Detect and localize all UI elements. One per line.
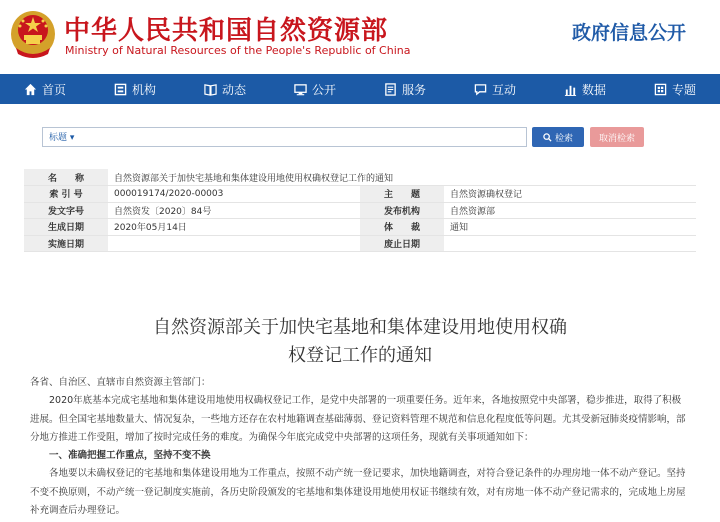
nav-org[interactable] (90, 74, 180, 104)
gov-info-open-title: 政府信息公开 (571, 22, 686, 44)
chart-icon (564, 83, 577, 96)
meta-genre-value: 通知 (444, 219, 696, 236)
meta-repeal-value (444, 235, 696, 252)
search-input[interactable] (133, 129, 523, 145)
nav-service-label: 服务 (401, 82, 426, 97)
national-emblem-logo (8, 8, 58, 62)
search-icon (543, 133, 552, 142)
site-title-english: Ministry of Natural Resources of the People's Republic of China (65, 44, 411, 57)
service-icon (384, 83, 397, 96)
main-nav (0, 74, 720, 104)
search-bar (0, 124, 720, 150)
document-title (0, 314, 720, 370)
home-icon (24, 83, 37, 96)
nav-topic[interactable] (630, 74, 720, 104)
meta-docno-value: 自然资发〔2020〕84号 (108, 202, 360, 219)
nav-public[interactable] (270, 74, 360, 104)
search-button-label: 检索 (554, 133, 573, 144)
meta-row-docno (24, 202, 696, 219)
meta-row-effective (24, 235, 696, 252)
nav-org-label: 机构 (131, 82, 156, 97)
meta-index-value: 000019174/2020-00003 (108, 186, 360, 203)
chat-icon (474, 83, 487, 96)
meta-date-label: 生成日期 (24, 219, 108, 236)
meta-issuer-value: 自然资源部 (444, 202, 696, 219)
meta-name-label: 名 称 (24, 169, 108, 186)
public-icon (294, 83, 307, 96)
topic-icon (654, 83, 667, 96)
nav-news[interactable] (180, 74, 270, 104)
meta-subject-label: 主 题 (360, 186, 444, 203)
nav-interact-label: 互动 (491, 82, 516, 97)
meta-issuer-label: 发布机构 (360, 202, 444, 219)
site-title: 中华人民共和国自然资源部 (64, 16, 389, 46)
document-title-line-2: 权登记工作的通知 (288, 345, 432, 366)
meta-subject-value: 自然资源确权登记 (444, 186, 696, 203)
nav-topic-label: 专题 (671, 82, 696, 97)
document-body (30, 374, 690, 520)
meta-effective-value (108, 235, 360, 252)
document-salutation: 各省、自治区、直辖市自然资源主管部门： (30, 377, 211, 388)
meta-date-value: 2020年05月14日 (108, 219, 360, 236)
meta-row-index (24, 186, 696, 203)
document-paragraph-2: 各地要以未确权登记的宅基地和集体建设用地为工作重点，按照不动产统一登记要求，加快地籍调查，对符合登记条件的办理房地一体不动产登记。坚持不变不换原则，不动产统一登记制度实施前，各历史阶段颁发的宅基地和集体建设用地使用权证书继续有效，对有房地一体不动产登记需求的，完成地上房屋补充调查后办理登记。 (30, 468, 686, 517)
meta-effective-label: 实施日期 (24, 235, 108, 252)
news-icon (204, 83, 217, 96)
nav-service[interactable] (360, 74, 450, 104)
site-header (0, 0, 720, 74)
nav-data[interactable] (540, 74, 630, 104)
document-meta-table (24, 169, 696, 252)
search-field-select[interactable]: 标题 ▾ (49, 133, 75, 143)
meta-row-date (24, 219, 696, 236)
document-title-line-1: 自然资源部关于加快宅基地和集体建设用地使用权确 (153, 317, 567, 338)
meta-index-label: 索 引 号 (24, 186, 108, 203)
nav-home[interactable] (0, 74, 90, 104)
meta-repeal-label: 废止日期 (360, 235, 444, 252)
meta-name-value: 自然资源部关于加快宅基地和集体建设用地使用权确权登记工作的通知 (108, 169, 696, 186)
document-paragraph-1: 2020年底基本完成宅基地和集体建设用地使用权确权登记工作，是党中央部署的一项重要任务。近年来，各地按照党中央部署，稳步推进，取得了积极进展。但全国宅基地数量大、情况复杂，一些地方还存在农村地籍调查基础薄弱、登记资料管理不规范和信息化程度低等问题。尤其受新冠肺炎疫情影响，部分地方推进工作受阻，增加了按时完成任务的难度。为确保今年底完成党中央部署的这项任务，现就有关事项通知如下： (30, 395, 686, 443)
nav-public-label: 公开 (311, 82, 336, 97)
meta-row-name (24, 169, 696, 186)
nav-news-label: 动态 (221, 82, 246, 97)
search-box (42, 127, 527, 147)
meta-genre-label: 体 裁 (360, 219, 444, 236)
nav-interact[interactable] (450, 74, 540, 104)
meta-docno-label: 发文字号 (24, 202, 108, 219)
org-icon (114, 83, 127, 96)
cancel-search-button[interactable]: 取消检索 (590, 127, 644, 147)
search-button[interactable] (532, 127, 584, 147)
nav-home-label: 首页 (41, 82, 66, 97)
document-section-heading-1: 一、准确把握工作重点，坚持不变不换 (49, 450, 211, 462)
nav-data-label: 数据 (581, 82, 606, 97)
